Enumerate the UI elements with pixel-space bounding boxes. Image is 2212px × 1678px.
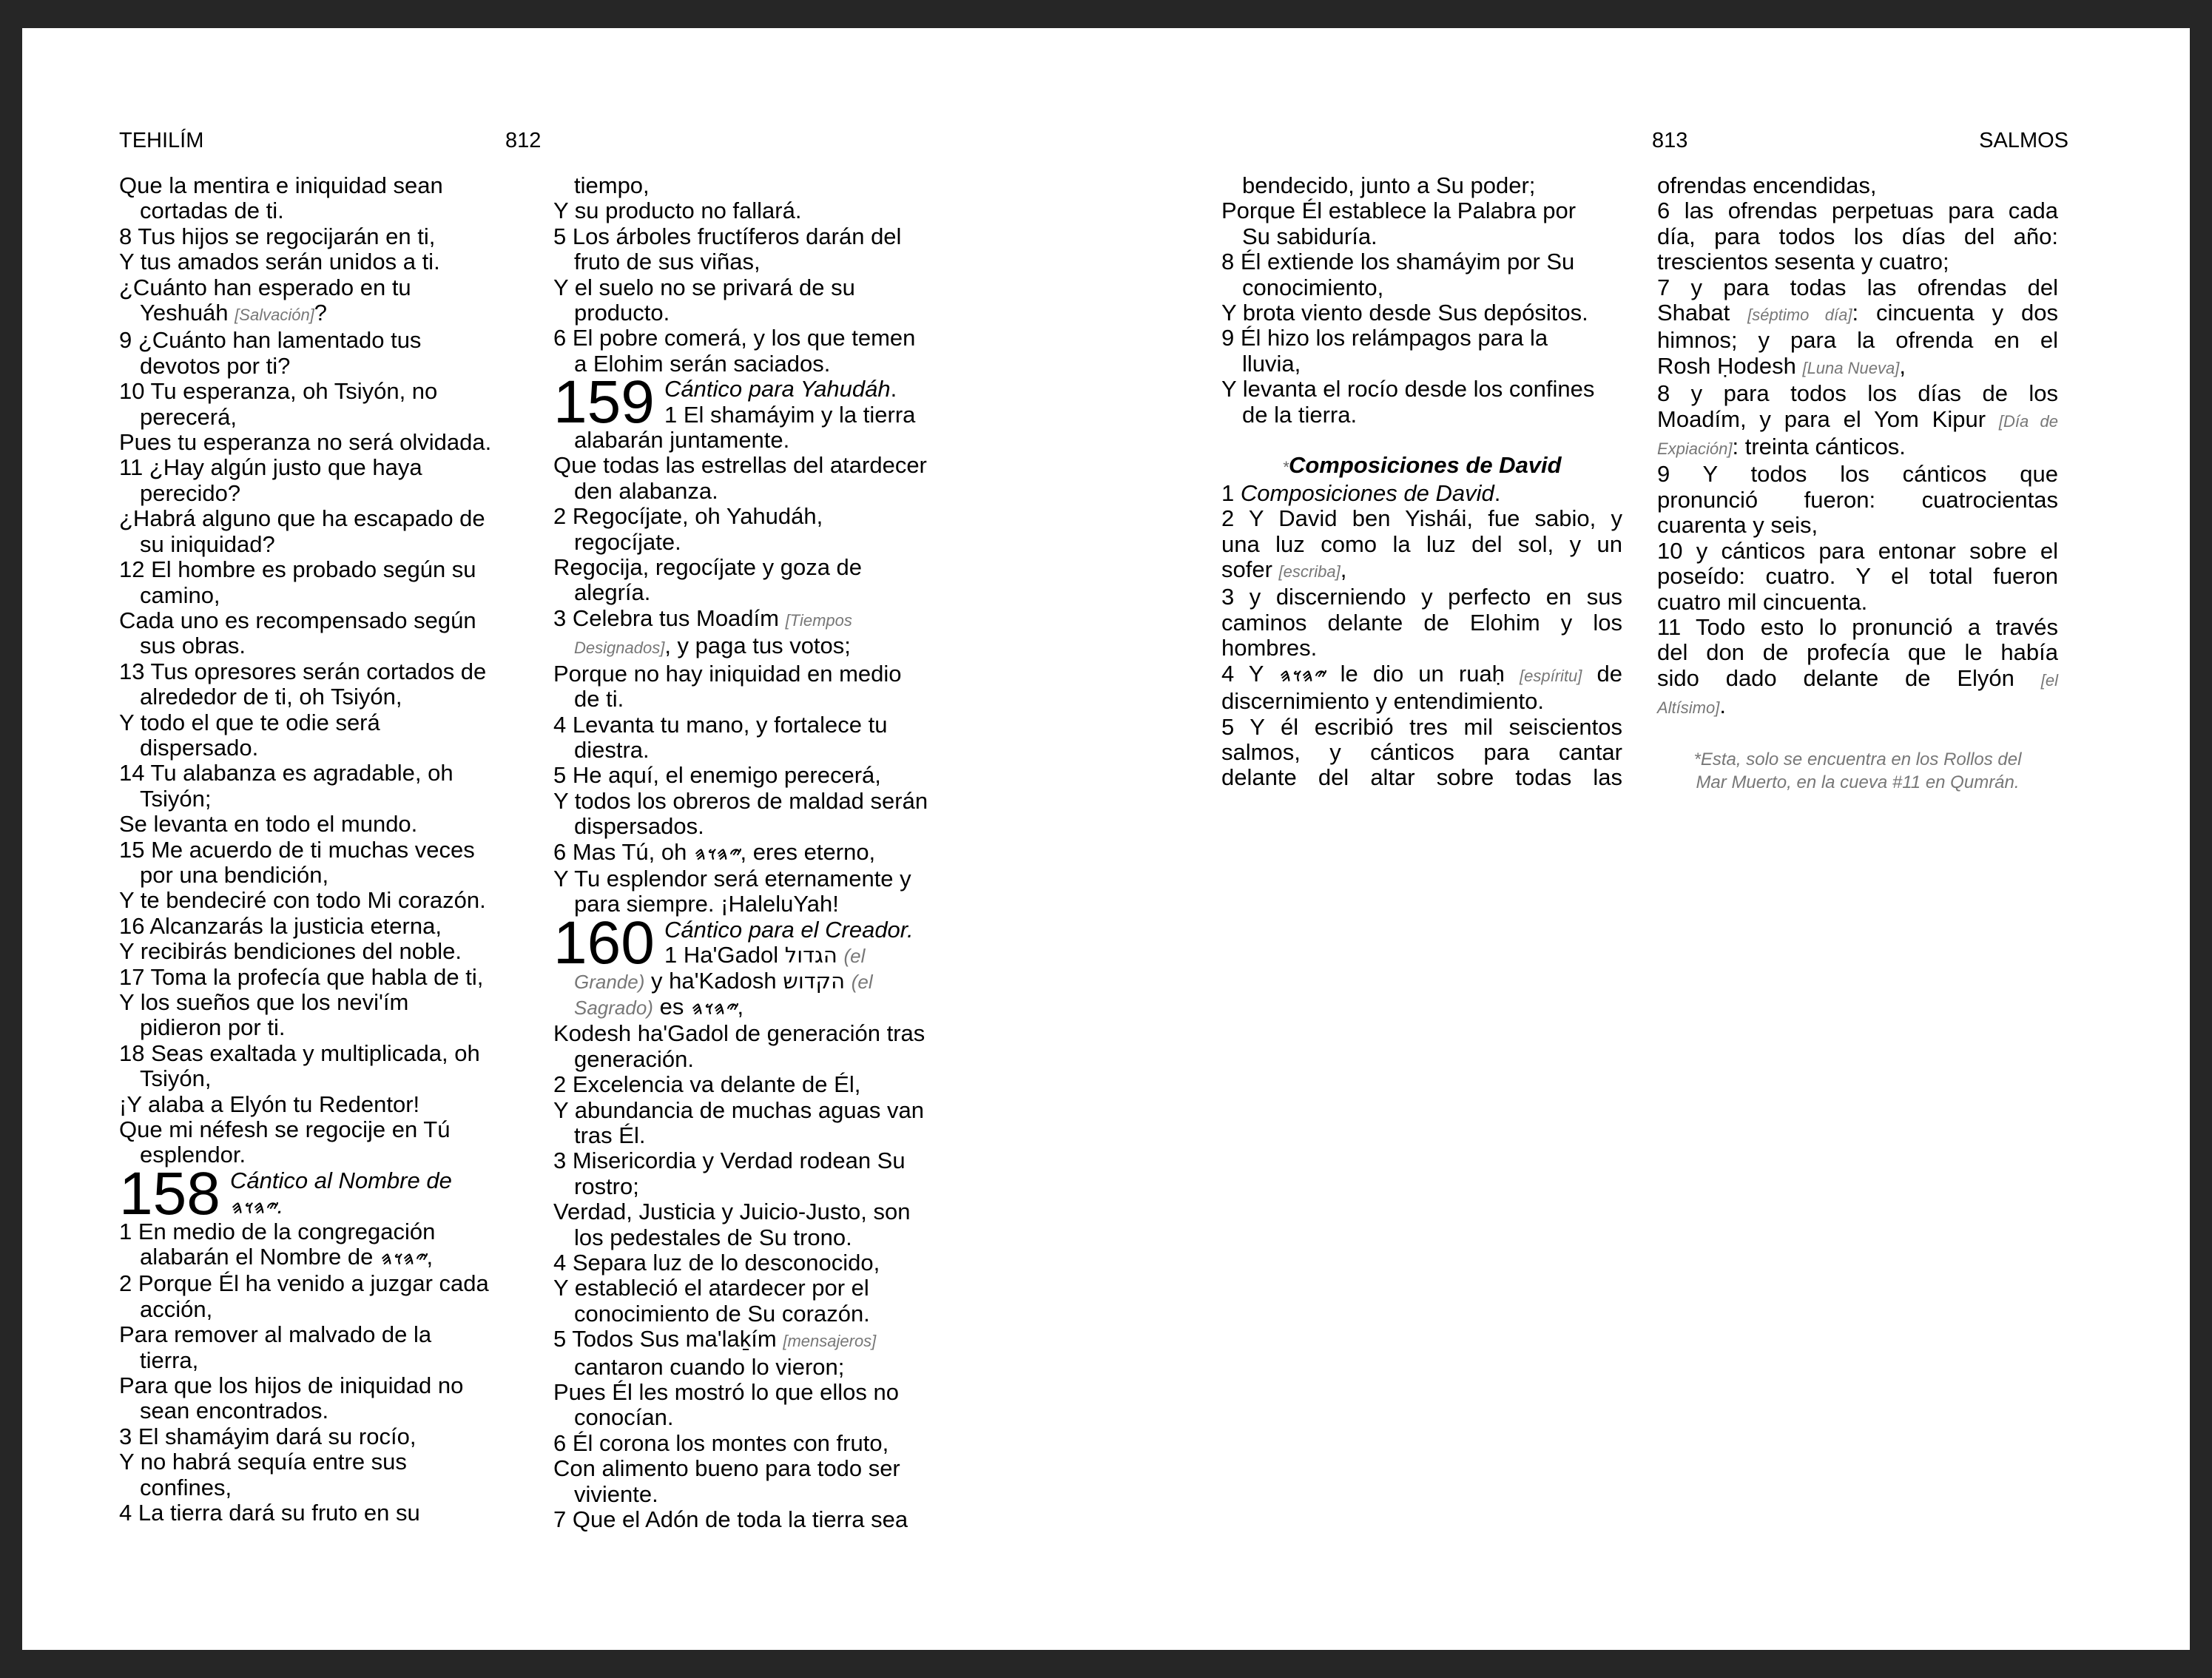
verse-line: 5 Y él escribió tres mil seiscientos bbox=[1221, 713, 1622, 740]
text: 3 Celebra tus Moadím bbox=[553, 604, 779, 631]
psalm-title-line: Cántico para el Creador. bbox=[664, 916, 914, 943]
verse-line: perecido? bbox=[140, 479, 241, 506]
italic-text: Composiciones de David bbox=[1240, 479, 1494, 506]
punct: . bbox=[277, 1193, 284, 1219]
verse-line: 10 y cánticos para entonar sobre el bbox=[1657, 537, 2058, 564]
verse-line: 17 Toma la profecía que habla de ti, bbox=[119, 963, 484, 990]
verse-line: regocíjate. bbox=[574, 528, 681, 555]
verse-line bbox=[1657, 434, 2058, 462]
gloss: [Salvación] bbox=[235, 306, 314, 325]
text: 5 Todos Sus ma'laḵím bbox=[553, 1326, 777, 1352]
verse-line: para siempre. ¡HaleluYah! bbox=[574, 891, 839, 917]
punct: . bbox=[1494, 479, 1501, 506]
verse-line: cuarenta y seis, bbox=[1657, 512, 1818, 539]
verse-line bbox=[1657, 300, 2058, 328]
verse-line bbox=[119, 300, 533, 328]
page-number: 812 bbox=[505, 129, 542, 152]
gloss: Expiación] bbox=[1657, 439, 1733, 459]
verse-line: 5 He aquí, el enemigo perecerá, bbox=[553, 762, 881, 789]
running-header-book: SALMOS bbox=[1979, 129, 2068, 152]
verse-line: cuatro mil cincuenta. bbox=[1657, 588, 1868, 615]
psalm-title bbox=[664, 917, 914, 969]
divine-name-glyph: 𐤉𐤄𐤅𐤄 bbox=[379, 1248, 427, 1270]
verse-line: Y brota viento desde Sus depósitos. bbox=[1221, 300, 1588, 326]
title-text: Cántico para Yahudáh bbox=[664, 376, 891, 402]
verse-line: tierra, bbox=[140, 1347, 199, 1373]
verse-line: 2 Regocíjate, oh Yahudáh, bbox=[553, 503, 823, 530]
verse-line: 10 Tu esperanza, oh Tsiyón, no bbox=[119, 378, 438, 405]
verse-line: 2 Porque Él ha venido a juzgar cada bbox=[119, 1270, 489, 1297]
verse-line: Tsiyón; bbox=[140, 785, 212, 812]
verse-line: Para que los hijos de iniquidad no bbox=[119, 1372, 464, 1399]
gloss: (el bbox=[843, 945, 866, 968]
verse-line: viviente. bbox=[574, 1480, 658, 1507]
text: 6 Mas Tú, oh bbox=[553, 838, 693, 865]
verse-line bbox=[664, 943, 914, 968]
psalm-heading-160 bbox=[553, 909, 990, 977]
verse-line: Con alimento bueno para todo ser bbox=[553, 1455, 900, 1482]
hebrew-word: הקדוש bbox=[783, 968, 846, 994]
verse-line: 4 Separa luz de lo desconocido, bbox=[553, 1250, 880, 1276]
verse-line: fruto de sus viñas, bbox=[574, 249, 761, 275]
gloss: Sagrado) bbox=[574, 996, 653, 1019]
verse-line: de ti. bbox=[574, 686, 624, 712]
psalm-number: 160 bbox=[553, 909, 655, 977]
punct: , bbox=[1340, 556, 1347, 583]
verse-line: bendecido, junto a Su poder; bbox=[1242, 172, 1536, 198]
verse-line: 8 Él extiende los shamáyim por Su bbox=[1221, 249, 1575, 275]
verse-line: 11 Todo esto lo pronunció a través bbox=[1657, 613, 2058, 640]
verse-line: conocían. bbox=[574, 1404, 674, 1431]
verse-line: pidieron por ti. bbox=[140, 1014, 286, 1041]
verse-line bbox=[1221, 661, 1622, 689]
verse-line: Y te bendeciré con todo Mi corazón. bbox=[119, 887, 486, 914]
verse-line: los pedestales de Su trono. bbox=[574, 1224, 852, 1250]
verse-line: alabarán juntamente. bbox=[574, 427, 790, 454]
verse-line: salmos, y cánticos para cantar bbox=[1221, 738, 1622, 765]
verse-line: Pues Él les mostró lo que ellos no bbox=[553, 1379, 899, 1406]
psalm-number: 159 bbox=[553, 368, 655, 437]
verse-line: tiempo, bbox=[574, 172, 650, 198]
section-title-text: Composiciones de David bbox=[1288, 452, 1562, 479]
text: y ha'Kadosh bbox=[644, 967, 783, 994]
verse-line: producto. bbox=[574, 300, 670, 326]
verse-line: Su sabiduría. bbox=[1242, 223, 1378, 249]
text: es bbox=[653, 993, 690, 1020]
verse-line: Y no habrá sequía entre sus bbox=[119, 1449, 407, 1475]
verse-line: confines, bbox=[140, 1474, 232, 1500]
text: , eres eterno, bbox=[740, 838, 876, 865]
verse-line: himnos; y para la ofrenda en el bbox=[1657, 327, 2058, 354]
verse-line: Y recibirás bendiciones del noble. bbox=[119, 938, 462, 965]
verse-line bbox=[553, 633, 990, 661]
verse-line: cortadas de ti. bbox=[140, 198, 284, 224]
verse-line: 5 Los árboles fructíferos darán del bbox=[553, 223, 902, 249]
text: Shabat bbox=[1657, 300, 1748, 326]
verse-line: Y su producto no fallará. bbox=[553, 198, 802, 224]
verse-line: discernimiento y entendimiento. bbox=[1221, 688, 1544, 715]
verse-line: por una bendición, bbox=[140, 861, 329, 888]
verse-line: Tsiyón, bbox=[140, 1065, 212, 1092]
verse-line: 8 y para todos los días de los bbox=[1657, 380, 2058, 407]
verse-line: 8 Tus hijos se regocijarán en ti, bbox=[119, 223, 436, 249]
verse-line: Que la mentira e iniquidad sean bbox=[119, 172, 443, 198]
verse-line: Y los sueños que los nevi'ím bbox=[119, 989, 409, 1015]
verse-line: pronunció fueron: cuatrocientas bbox=[1657, 486, 2058, 513]
gloss: Altísimo] bbox=[1657, 698, 1720, 718]
verse-line: 9 ¿Cuánto han lamentado tus bbox=[119, 327, 422, 354]
verse-line bbox=[1221, 557, 1622, 584]
punct: , bbox=[1899, 352, 1906, 379]
verse-line: den alabanza. bbox=[574, 477, 718, 504]
right-page bbox=[1106, 28, 2190, 1650]
gloss: (el bbox=[851, 970, 873, 993]
verse-line: esplendor. bbox=[140, 1142, 246, 1168]
verse-line: devotos por ti? bbox=[140, 352, 291, 379]
gloss: [Tiempos bbox=[785, 610, 852, 630]
verse-line: 11 ¿Hay algún justo que haya bbox=[119, 454, 422, 481]
punct: . bbox=[890, 376, 897, 402]
verse-line: día, para todos los días del año: bbox=[1657, 223, 2058, 249]
word: Yeshuáh bbox=[140, 300, 229, 326]
verse-line: camino, bbox=[140, 582, 220, 608]
verse-line: 14 Tu alabanza es agradable, oh bbox=[119, 760, 453, 786]
punct: ? bbox=[314, 300, 328, 326]
verse-line: 13 Tus opresores serán cortados de bbox=[119, 658, 487, 684]
verse-line: ¡Y alaba a Elyón tu Redentor! bbox=[119, 1091, 420, 1117]
verse-line: 7 Que el Adón de toda la tierra sea bbox=[553, 1506, 908, 1533]
verse-line bbox=[1657, 693, 2058, 721]
verse-line: Pues tu esperanza no será olvidada. bbox=[119, 429, 492, 456]
verse-line: 4 Levanta tu mano, y fortalece tu bbox=[553, 711, 888, 738]
verse-line: ofrendas encendidas, bbox=[1657, 172, 1877, 198]
text: , y paga tus votos; bbox=[664, 633, 851, 659]
verse-line: 3 Misericordia y Verdad rodean Su bbox=[553, 1148, 906, 1174]
text: alabarán el Nombre de bbox=[140, 1244, 380, 1270]
punct: , bbox=[737, 993, 744, 1020]
verse-line: 4 La tierra dará su fruto en su bbox=[119, 1500, 420, 1526]
verse-line: caminos delante de Elohim y los bbox=[1221, 609, 1622, 636]
verse-line: conocimiento, bbox=[1242, 274, 1384, 300]
gloss: [séptimo día] bbox=[1747, 306, 1852, 325]
text: Rosh Ḥodesh bbox=[1657, 352, 1803, 379]
footnote-line: Mar Muerto, en la cueva #11 en Qumrán. bbox=[1696, 772, 2020, 792]
verse-line: cantaron cuando lo vieron; bbox=[574, 1353, 845, 1380]
left-page bbox=[22, 28, 1106, 1650]
verse-line: 18 Seas exaltada y multiplicada, oh bbox=[119, 1040, 480, 1066]
verse-line: 2 Excelencia va delante de Él, bbox=[553, 1071, 861, 1098]
verse-line: una luz como la luz del sol, y un bbox=[1221, 530, 1622, 557]
verse-line: hombres. bbox=[1221, 635, 1318, 661]
verse-line: Y estableció el atardecer por el bbox=[553, 1275, 869, 1301]
verse-line: Y tus amados serán unidos a ti. bbox=[119, 249, 440, 275]
verse-line bbox=[119, 1244, 533, 1271]
text-column-1 bbox=[119, 173, 533, 1526]
verse-line: Y todo el que te odie será bbox=[119, 709, 380, 735]
punct: . bbox=[1719, 693, 1726, 719]
section-title bbox=[1221, 453, 1622, 480]
text: sido dado delante de Elyón bbox=[1657, 664, 2041, 691]
verse-line: 15 Me acuerdo de ti muchas veces bbox=[119, 836, 475, 863]
verse-line: ¿Habrá alguno que ha escapado de bbox=[119, 505, 485, 532]
gloss: [escriba] bbox=[1278, 562, 1341, 582]
text: sofer bbox=[1221, 556, 1279, 583]
gloss: Designados] bbox=[574, 638, 665, 658]
verse-line: Y Tu esplendor será eternamente y bbox=[553, 865, 911, 892]
verse-line bbox=[553, 994, 990, 1021]
gloss: [Luna Nueva] bbox=[1802, 358, 1900, 377]
text: 4 Y bbox=[1221, 660, 1278, 687]
psalm-number: 158 bbox=[119, 1159, 220, 1227]
verse-line: trescientos sesenta y cuatro; bbox=[1657, 249, 1949, 275]
verse-line bbox=[553, 840, 990, 866]
gloss: Grande) bbox=[574, 970, 645, 993]
verse-line: dispersados. bbox=[574, 813, 704, 840]
verse-line: 12 El hombre es probado según su bbox=[119, 556, 476, 583]
verse-line: de la tierra. bbox=[1242, 401, 1358, 428]
verse-line: Que mi néfesh se regocije en Tú bbox=[119, 1116, 451, 1143]
text-column-1 bbox=[1221, 173, 1622, 791]
verse-line bbox=[553, 1327, 990, 1354]
verse-line: Porque no hay iniquidad en medio bbox=[553, 660, 902, 687]
running-header-book: TEHILÍM bbox=[119, 129, 204, 152]
psalm-title bbox=[664, 377, 915, 428]
verse-line: delante del altar sobre todas las bbox=[1221, 764, 1622, 791]
psalm-title bbox=[230, 1168, 452, 1221]
gloss: [Día de bbox=[1998, 411, 2058, 431]
verse-line: 6 las ofrendas perpetuas para cada bbox=[1657, 198, 2058, 224]
verse-line: su iniquidad? bbox=[140, 530, 275, 557]
verse-line: generación. bbox=[574, 1045, 695, 1072]
verse-line: Y abundancia de muchas aguas van bbox=[553, 1096, 924, 1123]
verse-line: diestra. bbox=[574, 736, 650, 763]
text: : cincuenta y dos bbox=[1852, 300, 2058, 326]
verse-line: 1 El shamáyim y la tierra bbox=[664, 401, 916, 428]
text: de bbox=[1582, 660, 1622, 687]
text: le dio un ruaḥ bbox=[1325, 660, 1520, 687]
verse-line: Para remover al malvado de la bbox=[119, 1321, 432, 1348]
verse-line: Verdad, Justicia y Juicio-Justo, son bbox=[553, 1199, 911, 1225]
page-number: 813 bbox=[1652, 129, 1688, 152]
verse-line: tras Él. bbox=[574, 1122, 646, 1148]
verse-line: Y el suelo no se privará de su bbox=[553, 274, 855, 300]
verse-line: Cada uno es recompensado según bbox=[119, 607, 476, 633]
verse-line: sus obras. bbox=[140, 633, 246, 659]
verse-line: 1 En medio de la congregación bbox=[119, 1218, 436, 1244]
verse-line: conocimiento de Su corazón. bbox=[574, 1300, 870, 1327]
gloss: [mensajeros] bbox=[783, 1332, 877, 1351]
text: : treinta cánticos. bbox=[1732, 434, 1906, 460]
verse-line: alegría. bbox=[574, 579, 651, 606]
text: 1 bbox=[1221, 479, 1241, 506]
divine-name-glyph: 𐤉𐤄𐤅𐤄 bbox=[692, 843, 741, 864]
verse-line: 7 y para todas las ofrendas del bbox=[1657, 274, 2058, 300]
verse-line: 9 Él hizo los relámpagos para la bbox=[1221, 325, 1548, 351]
footnote-line: *Esta, solo se encuentra en los Rollos del bbox=[1693, 749, 2022, 769]
verse-line: Kodesh ha'Gadol de generación tras bbox=[553, 1020, 925, 1047]
verse-line: lluvia, bbox=[1242, 350, 1301, 377]
footnote bbox=[1657, 748, 2058, 794]
verse-line: 3 y discerniendo y perfecto en sus bbox=[1221, 584, 1622, 610]
verse-line: 2 Y David ben Yishái, fue sabio, y bbox=[1221, 505, 1622, 532]
divine-name-glyph: 𐤉𐤄𐤅𐤄 bbox=[689, 997, 738, 1019]
verse-line: Y levanta el rocío desde los confines bbox=[1221, 376, 1595, 402]
verse-line: rostro; bbox=[574, 1173, 639, 1199]
text-column-2 bbox=[1657, 173, 2058, 794]
verse-line bbox=[1657, 666, 2058, 693]
verse-line bbox=[553, 606, 990, 633]
asterisk: * bbox=[1282, 458, 1289, 477]
spacer bbox=[1221, 428, 1622, 453]
verse-line bbox=[1657, 354, 2058, 381]
verse-line: Regocija, regocíjate y goza de bbox=[553, 554, 863, 581]
verse-line: 6 El pobre comerá, y los que temen bbox=[553, 325, 916, 351]
verse-line: perecerá, bbox=[140, 403, 237, 430]
verse-line: a Elohim serán saciados. bbox=[574, 350, 831, 377]
text: Moadím, y para el Yom Kipur bbox=[1657, 405, 1999, 432]
text: 1 Ha'Gadol bbox=[664, 942, 785, 968]
verse-line: dispersado. bbox=[140, 734, 259, 761]
hebrew-word: הגדול bbox=[784, 943, 837, 968]
verse-line: del don de profecía que le había bbox=[1657, 639, 2058, 666]
psalm-title-line bbox=[664, 377, 915, 402]
book-spread bbox=[22, 28, 2190, 1650]
verse-line: sean encontrados. bbox=[140, 1398, 329, 1424]
psalm-heading-159 bbox=[553, 368, 990, 437]
verse-line: Y todos los obreros de maldad serán bbox=[553, 787, 928, 814]
verse-line: ¿Cuánto han esperado en tu bbox=[119, 274, 411, 300]
punct: , bbox=[426, 1244, 434, 1270]
psalm-heading-158 bbox=[119, 1159, 533, 1227]
verse-line bbox=[1657, 407, 2058, 434]
gloss: [espíritu] bbox=[1520, 666, 1582, 685]
divine-name-glyph: 𐤉𐤄𐤅𐤄 bbox=[230, 1197, 277, 1219]
verse-line: poseído: cuatro. Y el total fueron bbox=[1657, 563, 2058, 590]
divine-name-glyph: 𐤉𐤄𐤅𐤄 bbox=[1278, 664, 1326, 686]
verse-line: 3 El shamáyim dará su rocío, bbox=[119, 1423, 417, 1449]
verse-line: Porque Él establece la Palabra por bbox=[1221, 198, 1577, 224]
verse-line: Se levanta en todo el mundo. bbox=[119, 811, 418, 838]
verse-line: acción, bbox=[140, 1295, 213, 1322]
gloss: [el bbox=[2040, 670, 2058, 690]
verse-line: 16 Alcanzarás la justicia eterna, bbox=[119, 912, 442, 939]
verse-line bbox=[1221, 481, 1622, 506]
psalm-title-line bbox=[230, 1193, 452, 1220]
verse-line: 6 Él corona los montes con fruto, bbox=[553, 1429, 889, 1456]
psalm-title-line: Cántico al Nombre de bbox=[230, 1167, 452, 1193]
verse-line: 9 Y todos los cánticos que bbox=[1657, 461, 2058, 488]
text-column-2 bbox=[553, 173, 990, 1533]
verse-line: Que todas las estrellas del atardecer bbox=[553, 452, 927, 479]
verse-line: alrededor de ti, oh Tsiyón, bbox=[140, 684, 402, 710]
